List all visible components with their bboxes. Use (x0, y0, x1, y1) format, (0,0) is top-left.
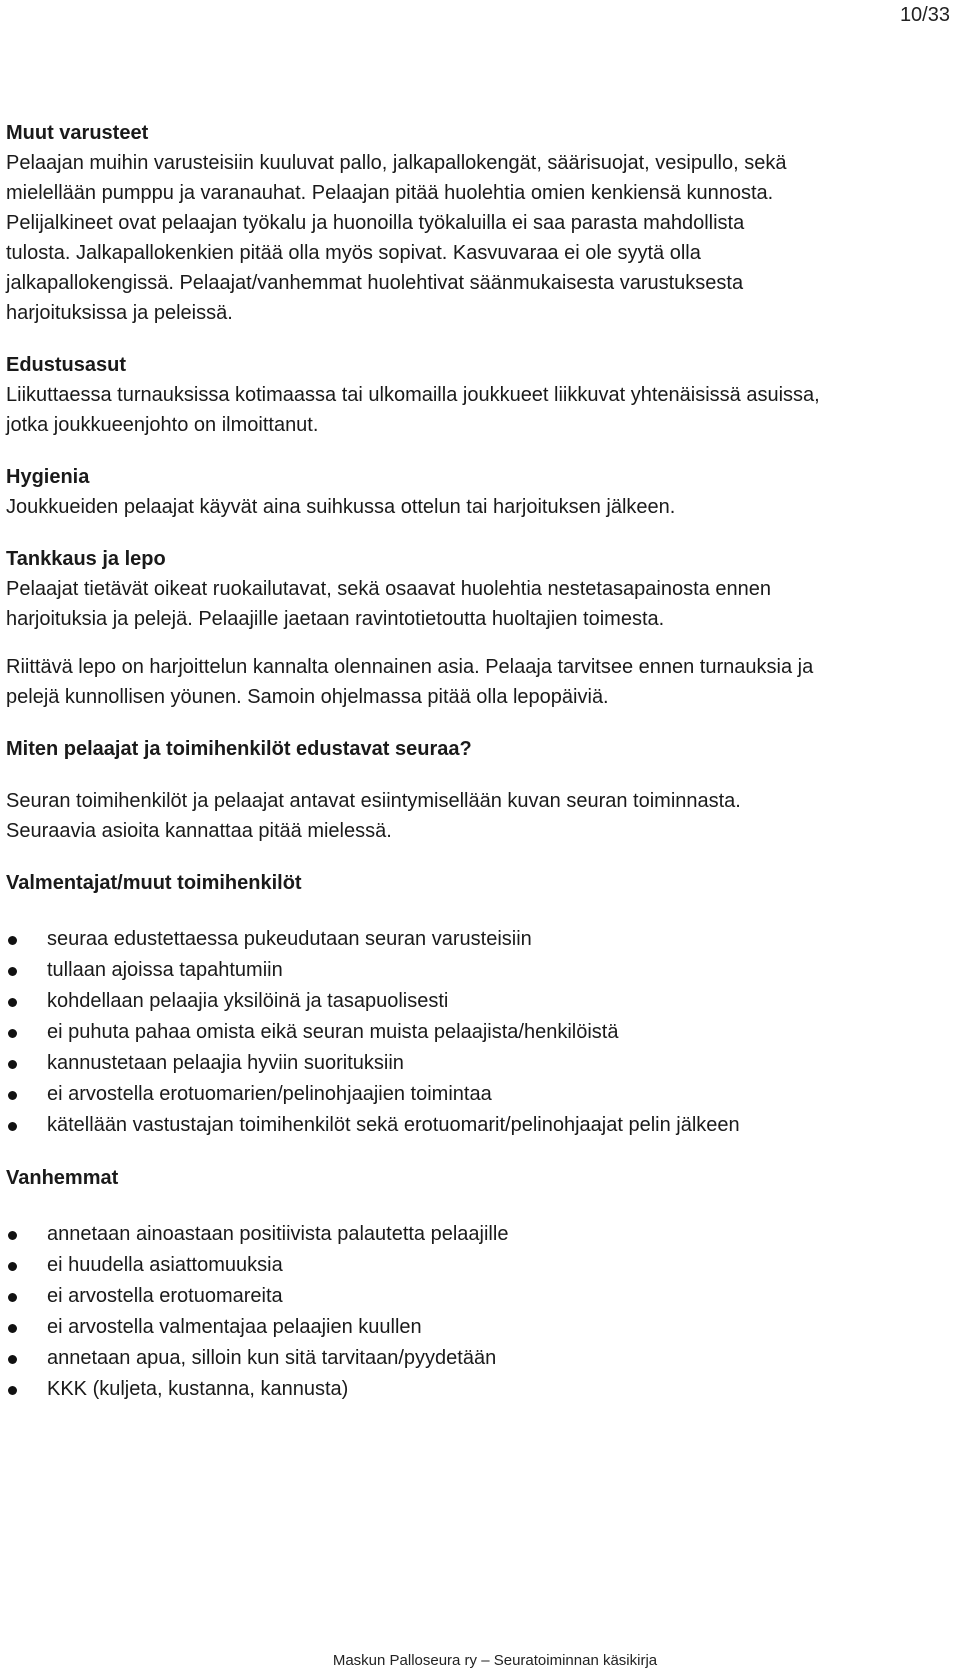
list-item (6, 955, 946, 986)
list-item (6, 1281, 946, 1312)
bullet-icon (8, 1324, 17, 1333)
spacer (6, 522, 946, 544)
bullet-icon (8, 1355, 17, 1364)
paragraph-line: harjoituksissa ja peleissä. (6, 302, 233, 324)
section-hygienia (6, 462, 946, 522)
spacer (6, 712, 946, 734)
paragraph-line: pelejä kunnollisen yöunen. Samoin ohjelmassa pitää olla lepopäiviä. (6, 686, 609, 708)
spacer (6, 764, 946, 786)
spacer (6, 634, 946, 652)
list-item (6, 1079, 946, 1110)
section-heading: Vanhemmat (6, 1167, 119, 1189)
spacer (6, 846, 946, 868)
bullet-icon (8, 936, 17, 945)
bullet-icon (8, 1122, 17, 1131)
paragraph-line: Riittävä lepo on harjoittelun kannalta olennainen asia. Pelaaja tarvitsee ennen turnauksia ja (6, 656, 814, 678)
list-item-text: ei arvostella valmentajaa pelaajien kuullen (47, 1316, 422, 1338)
page-number: 10/33 (899, 4, 950, 26)
section-heading: Muut varusteet (6, 122, 149, 144)
section-heading: Edustusasut (6, 354, 127, 376)
bullet-icon (8, 1029, 17, 1038)
bullet-icon (8, 1060, 17, 1069)
list-item (6, 924, 946, 955)
paragraph-line: Pelaajan muihin varusteisiin kuuluvat pallo, jalkapallokengät, säärisuojat, vesipullo, sekä (6, 152, 787, 174)
page-footer: Maskun Palloseura ry – Seuratoiminnan käsikirja (332, 1652, 658, 1669)
spacer (6, 898, 946, 924)
list-item-text: KKK (kuljeta, kustanna, kannusta) (47, 1378, 349, 1400)
list-item-text: annetaan ainoastaan positiivista palautetta pelaajille (47, 1223, 509, 1245)
list-item (6, 986, 946, 1017)
bullet-icon (8, 1262, 17, 1271)
list-item-text: ei puhuta pahaa omista eikä seuran muista pelaajista/henkilöistä (47, 1021, 619, 1043)
paragraph-line: harjoituksia ja pelejä. Pelaajille jaetaan ravintotietoutta huoltajien toimesta. (6, 608, 665, 630)
list-item (6, 1110, 946, 1141)
bullet-icon (8, 1386, 17, 1395)
list-item-text: ei huudella asiattomuuksia (47, 1254, 283, 1276)
list-item (6, 1343, 946, 1374)
paragraph-line: jalkapallokengissä. Pelaajat/vanhemmat huolehtivat säänmukaisesta varustuksesta (6, 272, 744, 294)
spacer (6, 440, 946, 462)
spacer (6, 328, 946, 350)
section-edustusasut (6, 350, 946, 440)
section-edustavat-seuraa (6, 734, 946, 846)
list-item (6, 1219, 946, 1250)
section-vanhemmat (6, 1163, 946, 1405)
list-item-text: ei arvostella erotuomareita (47, 1285, 283, 1307)
paragraph-line: Joukkueiden pelaajat käyvät aina suihkussa ottelun tai harjoituksen jälkeen. (6, 496, 676, 518)
bullet-list (6, 1219, 946, 1405)
list-item (6, 1048, 946, 1079)
paragraph-line: jotka joukkueenjohto on ilmoittanut. (6, 414, 319, 436)
spacer (6, 1193, 946, 1219)
list-item-text: tullaan ajoissa tapahtumiin (47, 959, 283, 981)
list-item (6, 1250, 946, 1281)
list-item-text: kohdellaan pelaajia yksilöinä ja tasapuolisesti (47, 990, 449, 1012)
paragraph-line: Seuran toimihenkilöt ja pelaajat antavat esiintymisellään kuvan seuran toiminnasta. (6, 790, 741, 812)
bullet-icon (8, 998, 17, 1007)
list-item-text: kätellään vastustajan toimihenkilöt sekä erotuomarit/pelinohjaajat pelin jälkeen (47, 1114, 740, 1136)
section-heading: Tankkaus ja lepo (6, 548, 166, 570)
list-item-text: kannustetaan pelaajia hyviin suorituksiin (47, 1052, 404, 1074)
section-valmentajat (6, 868, 946, 1141)
list-item (6, 1017, 946, 1048)
section-muut-varusteet (6, 118, 946, 328)
paragraph-line: mielellään pumppu ja varanauhat. Pelaajan pitää huolehtia omien kenkiensä kunnosta. (6, 182, 774, 204)
section-heading: Miten pelaajat ja toimihenkilöt edustavat seuraa? (6, 738, 472, 760)
section-tankkaus-ja-lepo (6, 544, 946, 712)
document-body (6, 118, 946, 1405)
list-item (6, 1312, 946, 1343)
bullet-icon (8, 967, 17, 976)
list-item-text: seuraa edustettaessa pukeudutaan seuran varusteisiin (47, 928, 532, 950)
section-heading: Hygienia (6, 466, 90, 488)
list-item (6, 1374, 946, 1405)
bullet-icon (8, 1231, 17, 1240)
list-item-text: ei arvostella erotuomarien/pelinohjaajien toimintaa (47, 1083, 492, 1105)
paragraph-line: Seuraavia asioita kannattaa pitää mielessä. (6, 820, 392, 842)
paragraph-line: Pelaajat tietävät oikeat ruokailutavat, sekä osaavat huolehtia nestetasapainosta ennen (6, 578, 771, 600)
bullet-list (6, 924, 946, 1141)
paragraph-line: tulosta. Jalkapallokenkien pitää olla myös sopivat. Kasvuvaraa ei ole syytä olla (6, 242, 701, 264)
bullet-icon (8, 1293, 17, 1302)
spacer (6, 1141, 946, 1163)
list-item-text: annetaan apua, silloin kun sitä tarvitaan/pyydetään (47, 1347, 497, 1369)
bullet-icon (8, 1091, 17, 1100)
section-heading: Valmentajat/muut toimihenkilöt (6, 872, 302, 894)
paragraph-line: Pelijalkineet ovat pelaajan työkalu ja huonoilla työkaluilla ei saa parasta mahdollista (6, 212, 745, 234)
paragraph-line: Liikuttaessa turnauksissa kotimaassa tai ulkomailla joukkueet liikkuvat yhtenäisissä asuissa, (6, 384, 820, 406)
